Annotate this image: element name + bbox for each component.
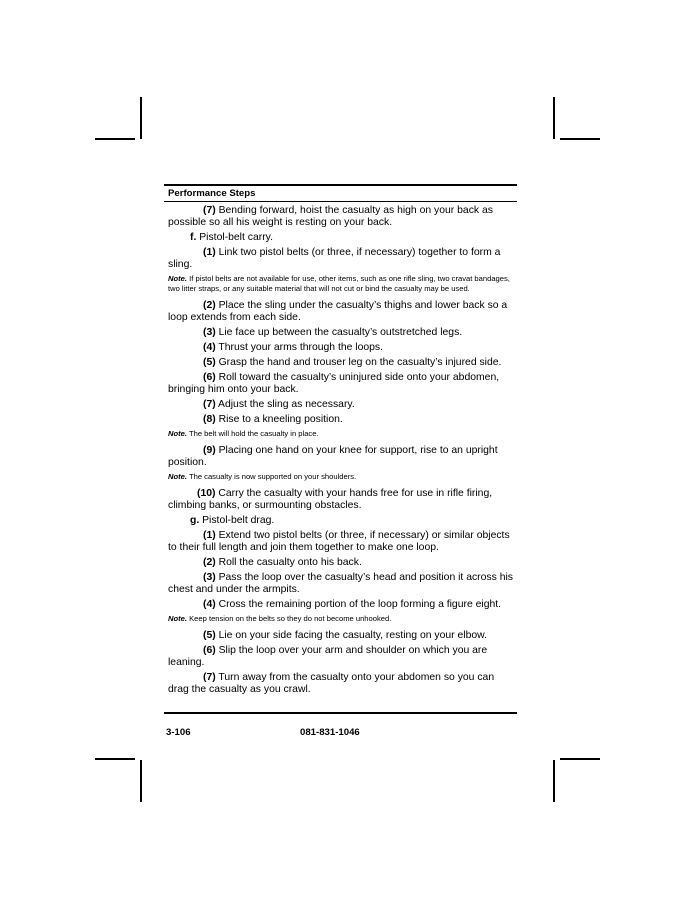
crop-mark xyxy=(95,758,135,760)
crop-mark xyxy=(553,97,555,139)
step-paragraph: (2) Roll the casualty onto his back. xyxy=(203,557,362,568)
step-paragraph: (2) Place the sling under the casualty’s thighs and lower back so a loop extends from each side. xyxy=(168,300,508,323)
note: Note. The belt will hold the casualty in place. xyxy=(168,429,319,438)
step-paragraph: (7) Bending forward, hoist the casualty as high on your back as possible so all his weight is resting on your back. xyxy=(168,205,493,228)
step-paragraph: (6) Slip the loop over your arm and shoulder on which you are leaning. xyxy=(168,645,488,668)
step-paragraph: (8) Rise to a kneeling position. xyxy=(203,414,343,425)
header-rule-bottom xyxy=(164,201,517,202)
step-paragraph: (1) Extend two pistol belts (or three, if necessary) or similar objects to their full length and join them together to make one loop. xyxy=(168,530,510,553)
note: Note. If pistol belts are not available for use, other items, such as one rifle sling, two cravat bandages, two litter straps, or any suitable material that will not cut or bind the casualty may be used. xyxy=(168,274,510,293)
step-paragraph: (5) Grasp the hand and trouser leg on the casualty’s injured side. xyxy=(203,357,502,368)
step-paragraph: (10) Carry the casualty with your hands free for use in rifle firing, climbing banks, or surmounting obstacles. xyxy=(168,488,493,511)
step-paragraph: (9) Placing one hand on your knee for support, rise to an upright position. xyxy=(168,445,498,468)
step-paragraph: (4) Cross the remaining portion of the loop forming a figure eight. xyxy=(203,599,502,610)
step-heading: g. Pistol-belt drag. xyxy=(190,515,275,526)
step-paragraph: (6) Roll toward the casualty’s uninjured side onto your abdomen, bringing him onto your back. xyxy=(168,372,500,395)
step-heading: f. Pistol-belt carry. xyxy=(190,232,273,243)
step-paragraph: (4) Thrust your arms through the loops. xyxy=(203,342,384,353)
step-paragraph: (5) Lie on your side facing the casualty, resting on your elbow. xyxy=(203,630,487,641)
document-code: 081-831-1046 xyxy=(300,727,360,738)
note: Note. The casualty is now supported on your shoulders. xyxy=(168,472,357,481)
step-paragraph: (7) Turn away from the casualty onto your abdomen so you can drag the casualty as you crawl. xyxy=(168,672,495,695)
performance-steps-body xyxy=(168,205,513,699)
note: Note. Keep tension on the belts so they do not become unhooked. xyxy=(168,614,392,623)
step-paragraph: (3) Pass the loop over the casualty’s head and position it across his chest and under the armpits. xyxy=(168,572,513,595)
step-paragraph: (3) Lie face up between the casualty’s outstretched legs. xyxy=(203,327,463,338)
page-number: 3-106 xyxy=(166,727,191,738)
crop-mark xyxy=(560,758,600,760)
section-heading: Performance Steps xyxy=(168,188,256,199)
crop-mark xyxy=(140,760,142,802)
crop-mark xyxy=(560,138,600,140)
crop-mark xyxy=(140,97,142,139)
step-paragraph: (7) Adjust the sling as necessary. xyxy=(203,399,355,410)
step-paragraph: (1) Link two pistol belts (or three, if necessary) together to form a sling. xyxy=(168,247,501,270)
header-rule-top xyxy=(164,184,517,186)
crop-mark xyxy=(95,138,135,140)
crop-mark xyxy=(553,760,555,802)
footer-rule xyxy=(164,712,517,714)
